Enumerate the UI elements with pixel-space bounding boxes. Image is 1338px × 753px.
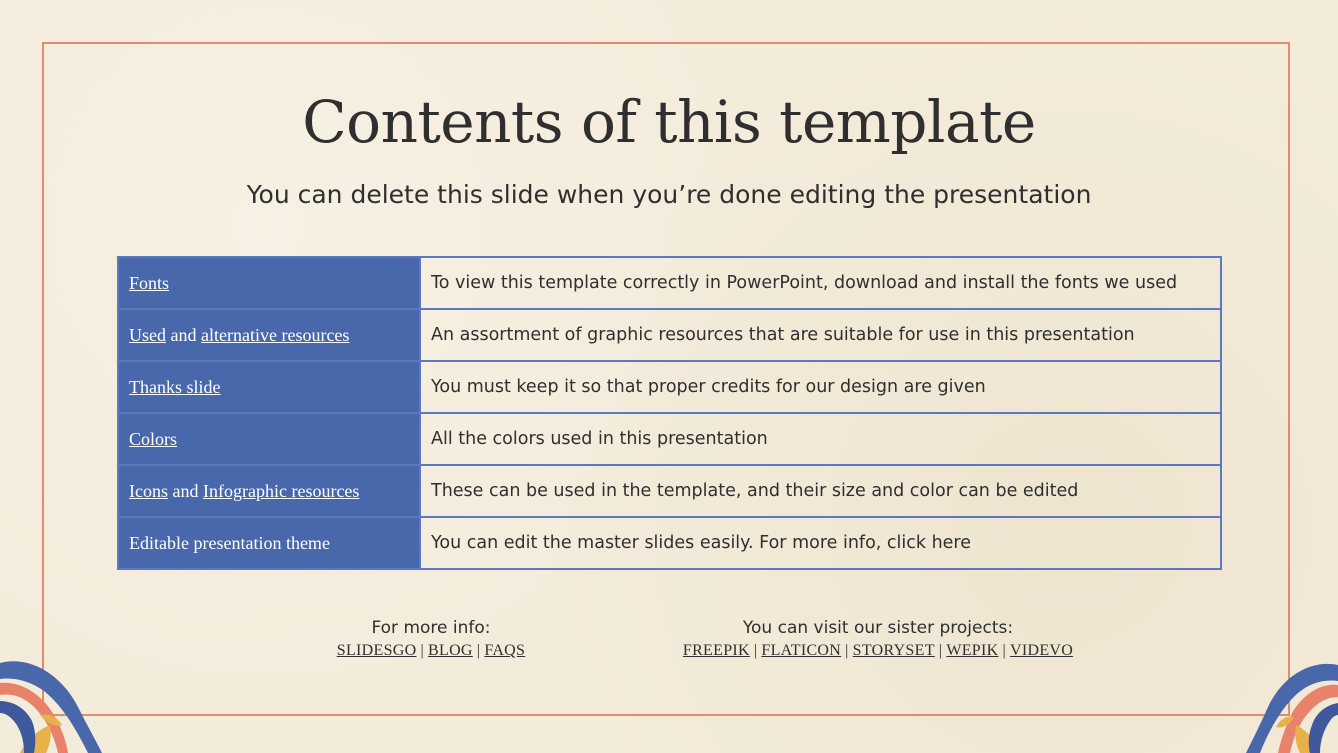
contents-key-link[interactable]: Icons: [129, 480, 168, 501]
contents-row-key: [118, 309, 420, 361]
contents-row: [118, 465, 1221, 517]
slide-title: Contents of this template: [302, 88, 1036, 156]
link-separator: |: [476, 642, 481, 659]
contents-key-link[interactable]: Used: [129, 324, 166, 345]
contents-key-link[interactable]: Thanks slide: [129, 376, 221, 397]
more-info-caption: For more info:: [371, 618, 491, 638]
contents-table: [117, 256, 1222, 570]
sister-project-link[interactable]: FREEPIK: [682, 642, 750, 659]
contents-row-key: [118, 257, 420, 309]
contents-row-key: [118, 517, 420, 569]
contents-row-description: All the colors used in this presentation: [420, 413, 1221, 465]
contents-row: [118, 309, 1221, 361]
sister-projects-links: [650, 640, 1106, 662]
slide-subtitle: You can delete this slide when you’re done editing the presentation: [246, 180, 1092, 209]
floral-corner-left-icon: [0, 655, 110, 753]
contents-row-key: [118, 413, 420, 465]
more-info-block: [300, 616, 562, 662]
sister-projects-block: [650, 616, 1106, 662]
sister-project-link[interactable]: VIDEVO: [1009, 642, 1074, 659]
contents-key-link[interactable]: alternative resources: [201, 324, 350, 345]
sister-projects-caption: You can visit our sister projects:: [742, 618, 1014, 638]
contents-row: [118, 257, 1221, 309]
link-separator: |: [938, 642, 943, 659]
link-separator: |: [420, 642, 425, 659]
contents-key-link[interactable]: Infographic resources: [203, 480, 360, 501]
sister-project-link[interactable]: STORYSET: [852, 642, 935, 659]
contents-row-description: These can be used in the template, and their size and color can be edited: [420, 465, 1221, 517]
more-info-links: [300, 640, 562, 662]
contents-key-text: and: [166, 324, 201, 345]
link-separator: |: [845, 642, 849, 659]
contents-row-key: [118, 465, 420, 517]
contents-row-description: You can edit the master slides easily. For more info, click here: [420, 517, 1221, 569]
contents-key-text: and: [168, 480, 203, 501]
contents-row: [118, 517, 1221, 569]
contents-key-text: Editable presentation theme: [129, 532, 330, 553]
more-info-link[interactable]: SLIDESGO: [336, 642, 417, 659]
contents-row: [118, 413, 1221, 465]
more-info-link[interactable]: BLOG: [428, 642, 473, 659]
contents-table-body: [118, 257, 1221, 569]
sister-project-link[interactable]: FLATICON: [761, 642, 842, 659]
link-separator: |: [1002, 642, 1006, 659]
floral-corner-right-icon: [1238, 655, 1338, 753]
contents-row-description: You must keep it so that proper credits for our design are given: [420, 361, 1221, 413]
contents-row-description: To view this template correctly in PowerPoint, download and install the fonts we used: [420, 257, 1221, 309]
contents-key-link[interactable]: Colors: [129, 428, 178, 449]
contents-row: [118, 361, 1221, 413]
contents-key-link[interactable]: Fonts: [129, 272, 170, 293]
contents-row-description: An assortment of graphic resources that are suitable for use in this presentation: [420, 309, 1221, 361]
link-separator: |: [753, 642, 758, 659]
sister-project-link[interactable]: WEPIK: [946, 642, 999, 659]
contents-row-key: [118, 361, 420, 413]
more-info-link[interactable]: FAQS: [484, 642, 526, 659]
